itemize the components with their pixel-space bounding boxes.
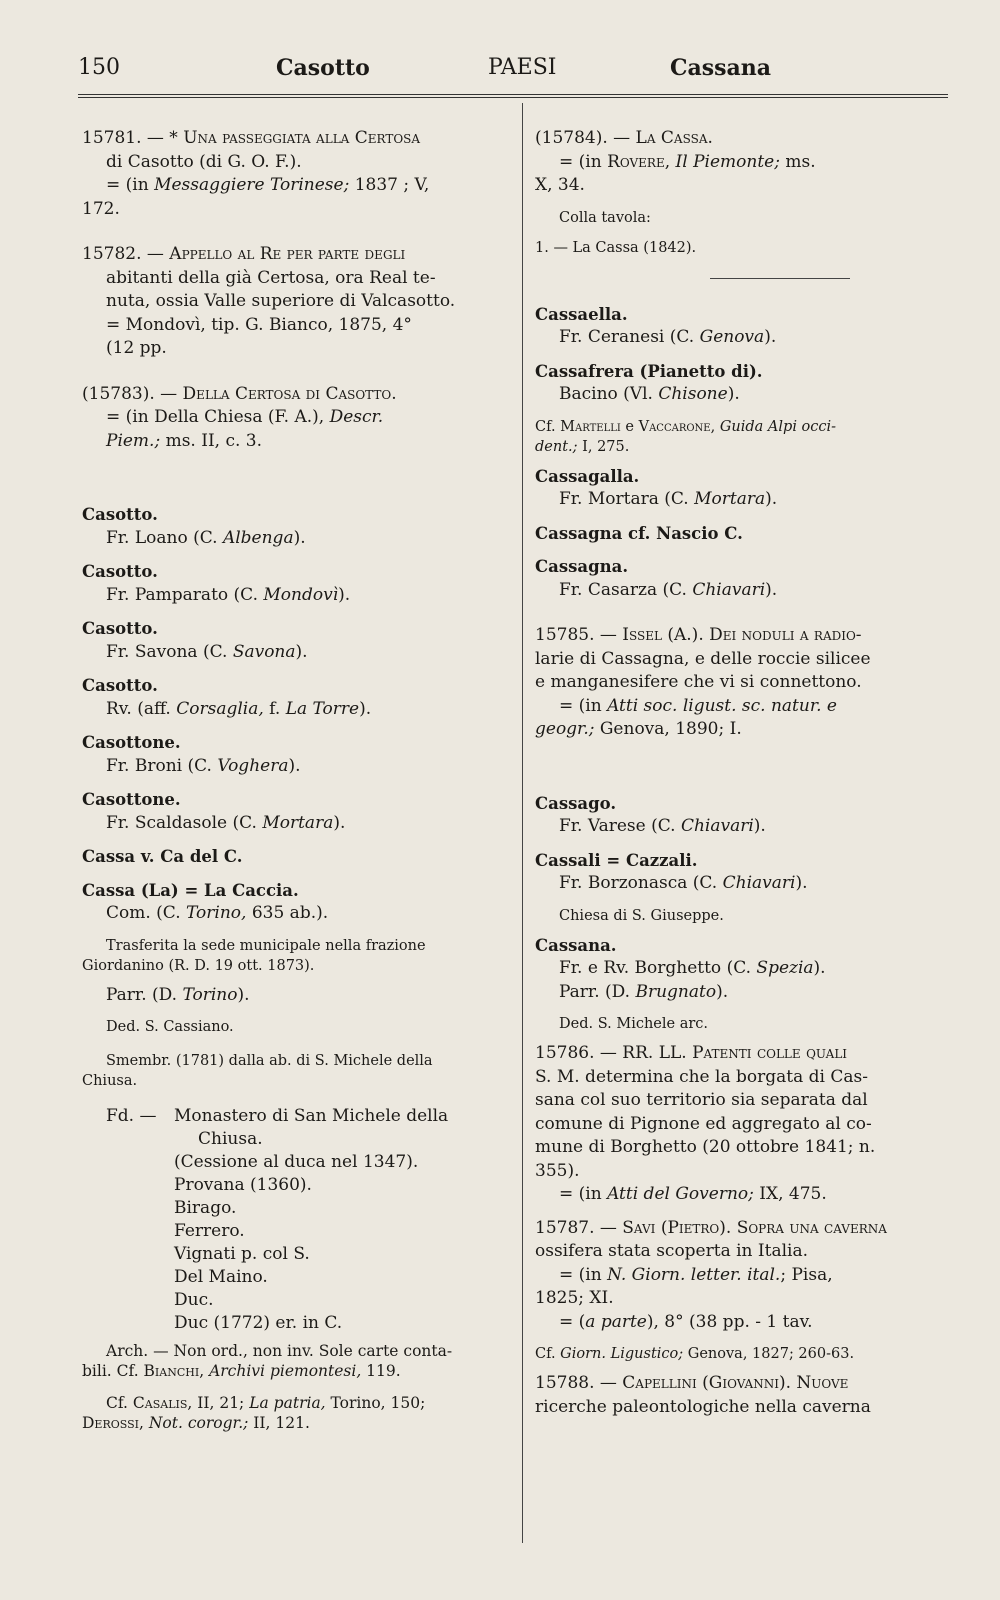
entry-cassa-v: Cassa v. Ca del C. [82, 847, 243, 866]
parr-torino: Parr. (D. Torino). [106, 984, 250, 1005]
note-smembr: Smembr. (1781) dalla ab. di S. Michele della Chiusa. [82, 1053, 433, 1089]
entry-15784: (15784). — La Cassa. = (in Rovere, Il Piemonte; ms. X, 34. [535, 128, 816, 195]
entry-cassali: Cassali = Cazzali. Fr. Borzonasca (C. Chiavari). [535, 850, 808, 893]
header-rule-double [78, 97, 948, 98]
header-left-entry: Casotto [276, 55, 370, 81]
note-cf-giorn: Cf. Giorn. Ligustico; Genova, 1827; 260-63. [535, 1346, 855, 1362]
entry-casottone-scaldasole: Casottone. Fr. Scaldasole (C. Mortara). [82, 790, 346, 833]
ded-michele: Ded. S. Michele arc. [559, 1016, 709, 1032]
note-chiesa: Chiesa di S. Giuseppe. [559, 907, 724, 924]
tavola: Colla tavola: 1. — La Cassa (1842). [535, 209, 697, 256]
entry-casotto-loano: Casotto. Fr. Loano (C. Albenga). [82, 505, 306, 548]
entry-15786: 15786. — RR. LL. Patenti colle quali S. M. determina che la borgata di Cas- sana col suo territorio sia separata dal comune di Pignone ed aggregato al co- mune di Borghetto (20 ottobre 1841; n. 355). = (in Atti del Governo; IX, 475. [535, 1043, 876, 1204]
entry-15785: 15785. — Issel (A.). Dei noduli a radio- larie di Cassagna, e delle roccie silicee e manganesifere che vi si connettono. = (in Atti soc. ligust. sc. natur. e geogr.; Genova, 1890; I. [535, 625, 871, 739]
entry-casotto-savona: Casotto. Fr. Savona (C. Savona). [82, 619, 308, 662]
left-column [82, 127, 512, 1441]
running-header [78, 55, 946, 89]
note-cf-martelli: Cf. Martelli e Vaccarone, Guida Alpi occi- dent.; I, 275. [535, 418, 837, 455]
right-column [535, 127, 953, 1429]
feudatari-list: Fd. — Monastero di San Michele della Chiusa. (Cessione al duca nel 1347). Provana (1360). Birago. Ferrero. Vignati p. col S. Del Maino. Duc. Duc (1772) er. in C. [106, 1106, 449, 1333]
entry-cassafrera: Cassafrera (Pianetto di). Bacino (Vl. Chisone). [535, 361, 763, 404]
entry-cassagna: Cassagna. Fr. Casarza (C. Chiavari). [535, 557, 778, 600]
note-arch: Arch. — Non ord., non inv. Sole carte conta- bili. Cf. Bianchi, Archivi piemontesi, 119. [82, 1342, 453, 1380]
entry-cassagalla: Cassagalla. Fr. Mortara (C. Mortara). [535, 466, 778, 509]
note-cf-casalis: Cf. Casalis, II, 21; La patria, Torino, 150; Derossi, Not. corogr.; II, 121. [82, 1394, 426, 1432]
entry-15787: 15787. — Savi (Pietro). Sopra una caverna ossifera stata scoperta in Italia. = (in N. Giorn. letter. ital.; Pisa, 1825; XI. = (a parte), 8° (38 pp. - 1 tav. [535, 1217, 887, 1332]
section-rule [710, 278, 850, 279]
header-section: PAESI [488, 55, 557, 80]
entry-casotto-rv: Casotto. Rv. (aff. Corsaglia, f. La Torre). [82, 676, 372, 719]
entry-15783: (15783). — Della Certosa di Casotto. = (in Della Chiesa (F. A.), Descr. Piem.; ms. II, c. 3. [82, 383, 397, 451]
header-rule [78, 94, 948, 95]
entry-15782: 15782. — Appello al Re per parte degli abitanti della già Certosa, ora Real te- nuta, ossia Valle superiore di Valcasotto. = Mondovì, tip. G. Bianco, 1875, 4° (12 pp. [82, 244, 456, 358]
page-number: 150 [78, 55, 120, 80]
entry-15788: 15788. — Capellini (Giovanni). Nuove ricerche paleontologiche nella caverna [535, 1373, 871, 1417]
entry-15781: 15781. — * Una passeggiata alla Certosa di Casotto (di G. O. F.). = (in Messaggiere Torinese; 1837 ; V, 172. [82, 128, 430, 219]
entry-cassago: Cassago. Fr. Varese (C. Chiavari). [535, 793, 766, 836]
entry-cassa-la: Cassa (La) = La Caccia. Com. (C. Torino, 635 ab.). [82, 880, 329, 923]
entry-cassaella: Cassaella. Fr. Ceranesi (C. Genova). [535, 304, 777, 347]
column-divider [522, 103, 523, 1543]
entry-cassagna-cf: Cassagna cf. Nascio C. [535, 523, 743, 543]
note-trasferita: Trasferita la sede municipale nella frazione Giordanino (R. D. 19 ott. 1873). [82, 937, 426, 974]
entry-casotto-pamparato: Casotto. Fr. Pamparato (C. Mondovì). [82, 562, 351, 605]
header-right-entry: Cassana [670, 55, 772, 81]
entry-cassana: Cassana. Fr. e Rv. Borghetto (C. Spezia). Parr. (D. Brugnato). [535, 935, 826, 1002]
entry-casottone-broni: Casottone. Fr. Broni (C. Voghera). [82, 733, 301, 776]
ded-cassiano: Ded. S. Cassiano. [106, 1019, 234, 1035]
